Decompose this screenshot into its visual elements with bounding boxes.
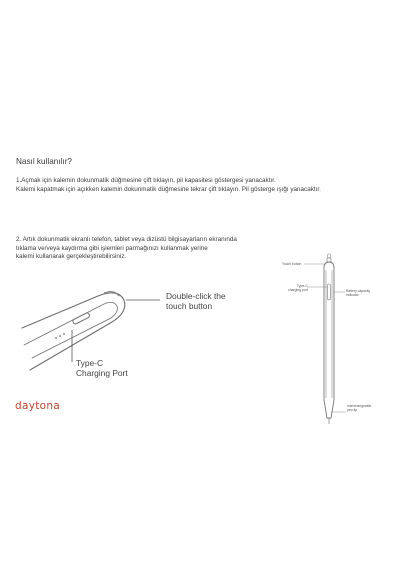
pen-charging-port-label — [288, 284, 308, 293]
pen-tip-line: pen tip — [347, 408, 358, 413]
pen-tip-label — [347, 404, 371, 413]
step-2-line: 2. Artık dokunmatik ekranlı telefon, tablet veya dizüstü bilgisayarların ekranında — [16, 236, 237, 243]
pen-full-illustration — [324, 254, 334, 424]
pen-leader-lines — [304, 264, 346, 412]
pen-port-line: charging port — [288, 288, 308, 293]
pen-battery-label — [346, 289, 370, 298]
step-2-line: kalemi kullanarak gerçekleştirebilirsiniz. — [16, 253, 127, 261]
battery-dots — [55, 333, 65, 339]
pen-port-line: Type-C — [296, 284, 308, 288]
pen-battery-line: indicator — [346, 293, 359, 298]
charging-port-callout — [76, 358, 128, 378]
step-2-line: tıklama ve/veya kaydırma gibi işlemleri parmağınızı kullanmak yerine — [16, 244, 208, 252]
port-callout-line: Charging Port — [76, 368, 128, 379]
step-1-line: 1.Açmak için kalemin dokunmatik düğmesine çift tıklayın, pil kapasitesi göstergesi yanacaktır. — [16, 177, 276, 184]
port-callout-line: Type-C — [76, 358, 103, 368]
touch-button-callout — [166, 291, 226, 311]
touch-callout-line: Double-click the — [166, 291, 226, 301]
brand-logo: daytona — [15, 400, 61, 412]
step-1-line: Kalemi kapatmak için açıkken kalemin dokunmatik düğmesine tekrar çift tıklayın. Pil gösterge ışığı yanacaktır. — [16, 185, 321, 193]
pen-battery-line: Battery capacity — [346, 289, 371, 293]
pen-tip-line: Interchangeable — [347, 404, 372, 408]
touch-callout-line: touch button — [166, 301, 213, 312]
instructions-title: Nasıl kullanılır? — [16, 157, 72, 166]
pen-touch-button-label: Touch button — [282, 262, 302, 266]
